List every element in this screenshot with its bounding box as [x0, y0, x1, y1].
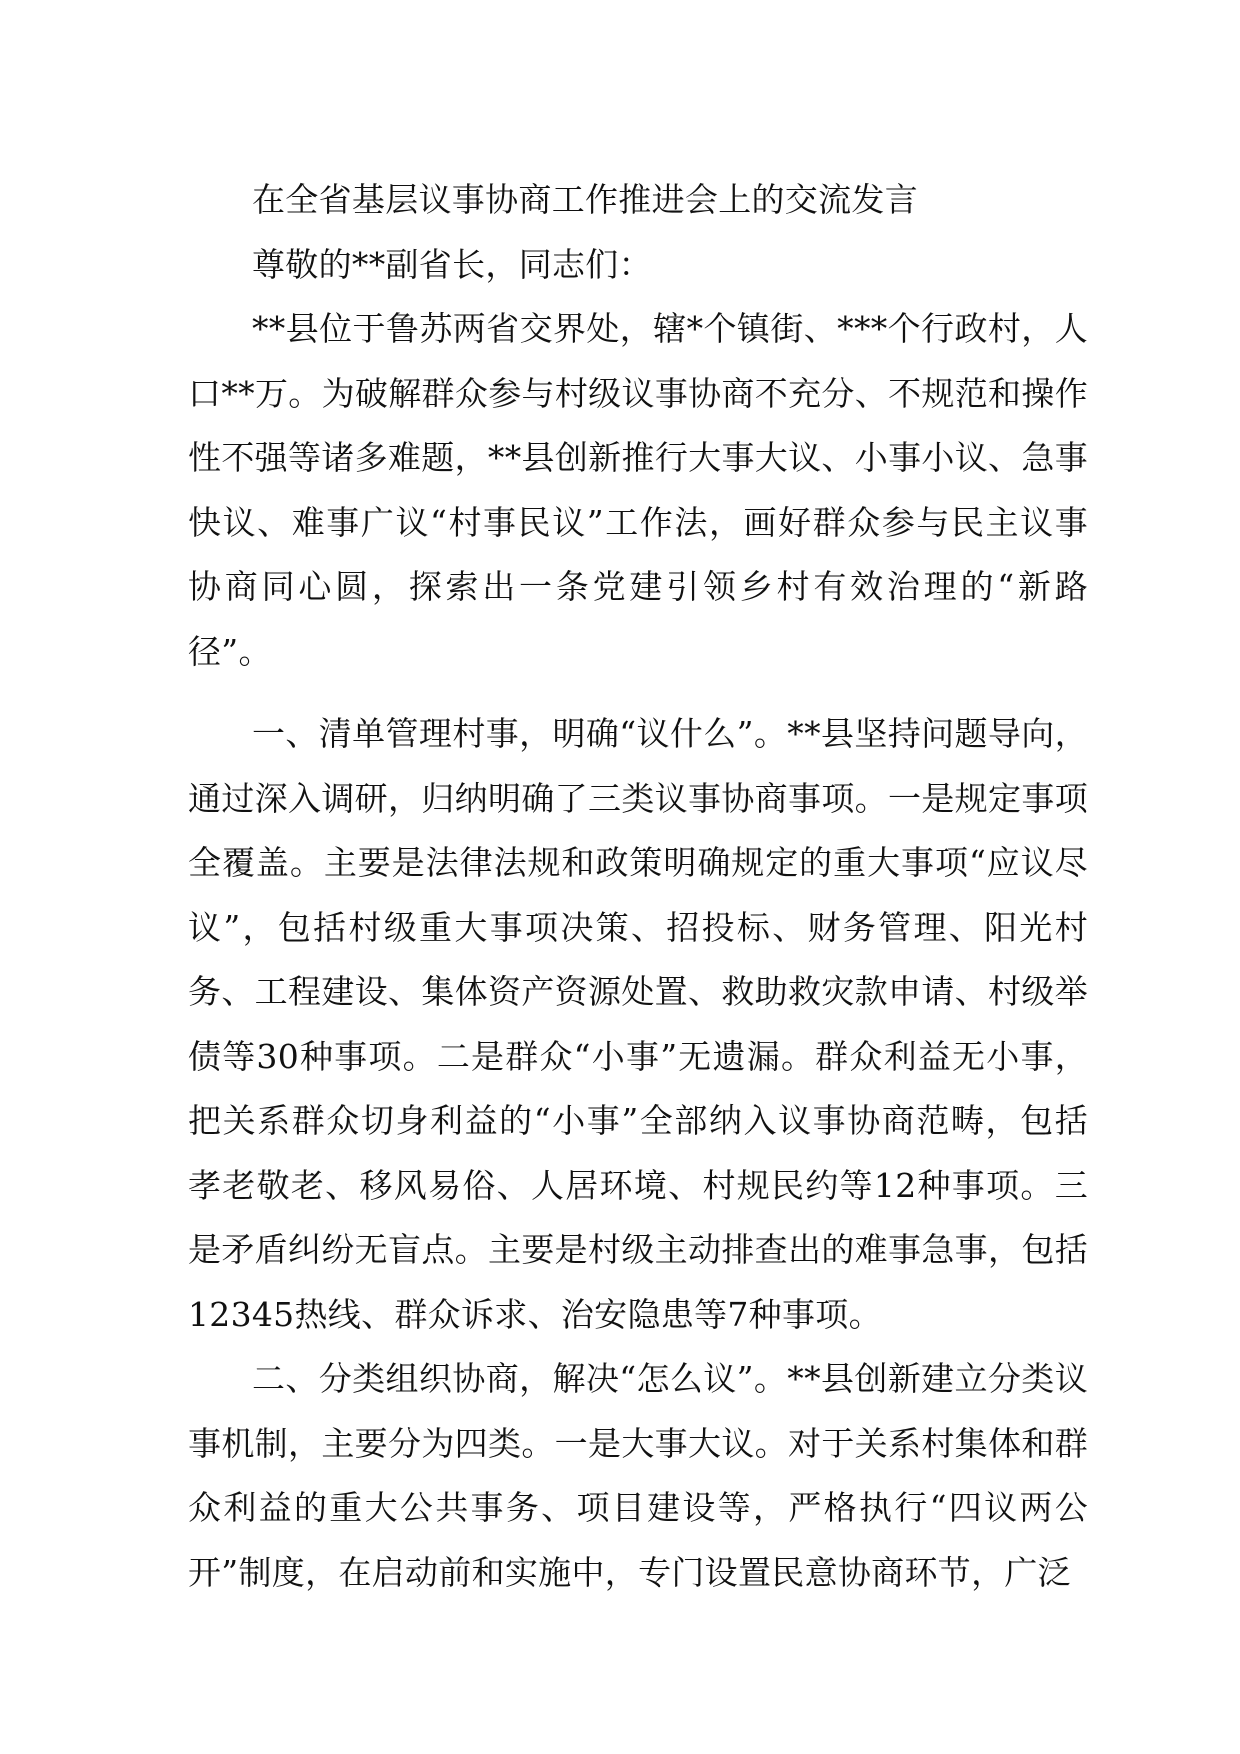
intro-paragraph: **县位于鲁苏两省交界处，辖*个镇街、***个行政村，人口**万。为破解群众参与村级议事协商不充分、不规范和操作性不强等诸多难题，**县创新推行大事大议、小事小议、急事快议、难事广议“村事民议”工作法，画好群众参与民主议事协商同心圆，探索出一条党建引领乡村有效治理的“新路径”。	[188, 309, 1088, 671]
section-one-paragraph: 一、清单管理村事，明确“议什么”。**县坚持问题导向，通过深入调研，归纳明确了三类议事协商事项。一是规定事项全覆盖。主要是法律法规和政策明确规定的重大事项“应议尽议”，包括村级重大事项决策、招投标、财务管理、阳光村务、工程建设、集体资产资源处置、救助救灾款申请、村级举债等30种事项。二是群众“小事”无遗漏。群众利益无小事，把关系群众切身利益的“小事”全部纳入议事协商范畴，包括孝老敬老、移风易俗、人居环境、村规民约等12种事项。三是矛盾纠纷无盲点。主要是村级主动排查出的难事急事，包括12345热线、群众诉求、治安隐患等7种事项。	[188, 714, 1088, 1334]
section-two-paragraph: 二、分类组织协商，解决“怎么议”。**县创新建立分类议事机制，主要分为四类。一是大事大议。对于关系村集体和群众利益的重大公共事务、项目建设等，严格执行“四议两公开”制度，在启动前和实施中，专门设置民意协商环节，广泛	[188, 1359, 1088, 1592]
document-title: 在全省基层议事协商工作推进会上的交流发言	[252, 180, 918, 219]
salutation: 尊敬的**副省长，同志们：	[252, 244, 652, 284]
document-body	[188, 168, 1088, 1605]
